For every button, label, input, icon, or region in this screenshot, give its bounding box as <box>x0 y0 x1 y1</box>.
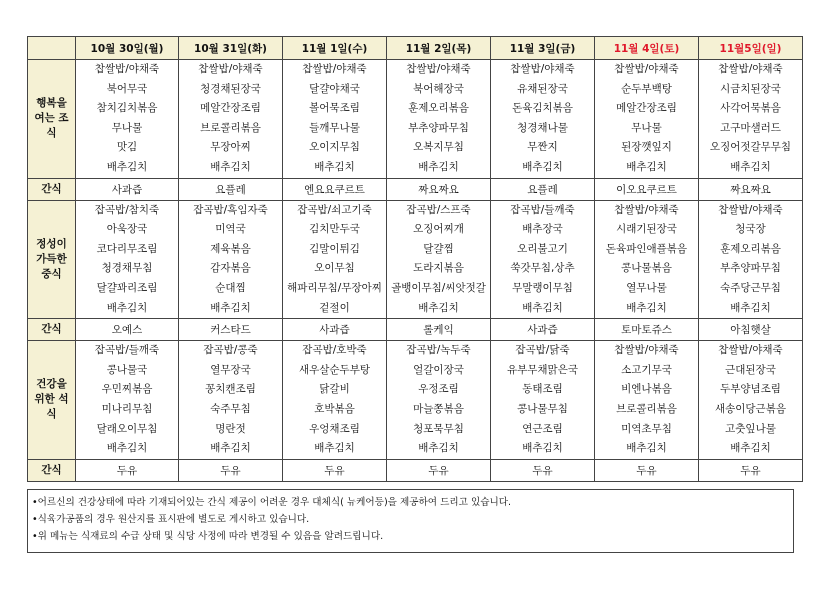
menu-cell <box>491 60 595 179</box>
menu-item: 배추김치 <box>522 442 563 455</box>
meal-label: 행복을 여는 조식 <box>28 60 76 179</box>
menu-cell <box>699 60 803 179</box>
menu-item: 배추김치 <box>418 160 459 173</box>
menu-item: 달래오이무침 <box>96 422 158 435</box>
menu-item: 배추김치 <box>418 442 459 455</box>
meal-label: 간식 <box>28 319 76 341</box>
menu-cell <box>699 341 803 460</box>
meal-label: 간식 <box>28 178 76 200</box>
menu-item: 콩나물볶음 <box>621 262 672 275</box>
menu-item: 오이무침 <box>314 262 355 275</box>
menu-item: 고구마샐러드 <box>720 121 781 134</box>
menu-cell <box>179 60 283 179</box>
day-header-weekend: 11월 4일(토) <box>595 37 699 60</box>
snack1-row <box>28 178 803 200</box>
menu-item: 메알간장조림 <box>616 102 677 115</box>
menu-item: 두부양념조림 <box>720 383 781 396</box>
menu-item: 무장아찌 <box>210 141 251 154</box>
snack-cell: 두유 <box>595 459 699 481</box>
menu-item: 소고기무국 <box>621 363 672 376</box>
menu-item: 닭갈비 <box>319 383 350 396</box>
menu-item: 배추장국 <box>522 223 563 236</box>
notice-line: •어르신의 건강상태에 따라 기재되어있는 간식 제공이 어려운 경우 대체식( 뉴케어등)을 제공하여 드리고 있습니다. <box>32 497 512 508</box>
menu-item: 배추김치 <box>730 160 771 173</box>
menu-item: 김말이튀김 <box>309 242 360 255</box>
menu-item: 청경채무침 <box>101 262 153 275</box>
menu-item: 청경채나물 <box>517 121 568 134</box>
snack2-row <box>28 319 803 341</box>
breakfast-row <box>28 60 803 179</box>
lunch-row <box>28 200 803 319</box>
menu-item: 청국장 <box>735 223 766 236</box>
menu-item: 배추김치 <box>730 301 771 314</box>
menu-item: 배추김치 <box>106 301 148 314</box>
menu-item: 배추김치 <box>314 160 355 173</box>
menu-item: 찹쌀밥/야채죽 <box>510 63 575 75</box>
menu-item: 미역초무침 <box>621 422 672 435</box>
menu-item: 배추김치 <box>106 160 148 173</box>
menu-item: 배추김치 <box>418 301 459 314</box>
day-header: 11월 1일(수) <box>283 37 387 60</box>
menu-item: 숙주무침 <box>210 402 251 415</box>
snack-cell: 두유 <box>76 459 179 481</box>
menu-item: 찹쌀밥/야채죽 <box>614 344 679 357</box>
menu-cell <box>179 341 283 460</box>
snack-cell: 사과즙 <box>491 319 595 341</box>
menu-item: 배추김치 <box>730 442 771 455</box>
menu-item: 찹쌀밥/야채죽 <box>718 203 783 216</box>
notice-line: •위 메뉴는 식재료의 수급 상태 및 식당 사정에 따라 변경될 수 있음을 알려드립니다. <box>32 531 384 542</box>
menu-item: 콩나물무침 <box>517 402 568 415</box>
snack-cell: 요플레 <box>491 178 595 200</box>
day-header: 11월 3일(금) <box>491 37 595 60</box>
menu-cell <box>699 200 803 319</box>
menu-item: 명란젓 <box>215 422 246 435</box>
snack3-row <box>28 459 803 481</box>
menu-cell <box>595 200 699 319</box>
snack-cell: 오예스 <box>76 319 179 341</box>
snack-cell: 짜요짜요 <box>699 178 803 200</box>
menu-cell <box>491 200 595 319</box>
menu-item: 코다리무조림 <box>96 242 158 255</box>
menu-item: 연근조림 <box>522 422 563 435</box>
menu-cell <box>491 341 595 460</box>
menu-item: 고춧잎나물 <box>725 422 776 435</box>
menu-item: 미나리무침 <box>101 402 153 415</box>
menu-item: 김치만두국 <box>309 223 360 236</box>
menu-item: 잡곡밥/흑임자죽 <box>193 203 268 216</box>
menu-item: 무말랭이무침 <box>512 281 573 294</box>
menu-item: 오복지무침 <box>413 141 464 154</box>
menu-cell <box>283 341 387 460</box>
menu-cell <box>179 200 283 319</box>
menu-item: 제육볶음 <box>210 242 251 255</box>
snack-cell: 아침햇살 <box>699 319 803 341</box>
menu-item: 찹쌀밥/야채죽 <box>406 63 471 75</box>
menu-item: 잡곡밥/스프죽 <box>406 203 471 216</box>
menu-item: 근대된장국 <box>725 363 776 376</box>
menu-item: 배추김치 <box>314 442 355 455</box>
menu-item: 잡곡밥/쇠고기죽 <box>297 203 372 216</box>
menu-item: 돈육김치볶음 <box>512 102 573 115</box>
menu-item: 배추김치 <box>522 160 563 173</box>
menu-item: 새우살순두부탕 <box>298 363 370 376</box>
menu-item: 사각어묵볶음 <box>720 102 781 115</box>
snack-cell: 사과즙 <box>283 319 387 341</box>
menu-item: 배추김치 <box>210 301 251 314</box>
meal-label: 간식 <box>28 459 76 481</box>
menu-item: 배추김치 <box>626 160 667 173</box>
header-corner <box>28 37 76 60</box>
menu-item: 찹쌀밥/야채죽 <box>718 344 783 357</box>
menu-item: 유부무채맑은국 <box>506 363 578 376</box>
menu-item: 부추양파무침 <box>720 262 781 275</box>
snack-cell: 두유 <box>179 459 283 481</box>
menu-cell <box>76 341 179 460</box>
menu-item: 브로콜리볶음 <box>616 402 677 415</box>
menu-item: 북어무국 <box>106 82 148 95</box>
menu-item: 메알간장조림 <box>200 102 261 115</box>
menu-item: 쑥갓무침,상추 <box>510 262 575 275</box>
menu-item: 찹쌀밥/야채죽 <box>614 63 679 75</box>
snack-cell: 요플레 <box>179 178 283 200</box>
menu-item: 부추양파무침 <box>408 121 469 134</box>
menu-item: 청포묵무침 <box>413 422 464 435</box>
snack-cell: 롤케익 <box>387 319 491 341</box>
menu-item: 잡곡밥/호박죽 <box>302 344 367 357</box>
menu-item: 배추김치 <box>522 301 563 314</box>
menu-item: 잡곡밥/닭죽 <box>515 344 570 357</box>
menu-cell <box>595 341 699 460</box>
menu-item: 아욱장국 <box>106 223 148 236</box>
menu-item: 훈제오리볶음 <box>720 242 781 255</box>
menu-item: 잡곡밥/참치죽 <box>94 203 160 216</box>
menu-item: 배추김치 <box>626 301 667 314</box>
menu-item: 순두부백탕 <box>621 82 672 95</box>
menu-item: 동태조림 <box>522 383 563 396</box>
menu-item: 찹쌀밥/야채죽 <box>94 63 160 75</box>
menu-cell <box>595 60 699 179</box>
menu-item: 배추김치 <box>210 442 251 455</box>
menu-item: 시금치된장국 <box>720 82 781 95</box>
menu-item: 된장깻잎지 <box>621 141 672 154</box>
menu-item: 청경채된장국 <box>200 82 261 95</box>
menu-item: 골뱅이무침/씨앗젓갈 <box>391 281 486 294</box>
snack-cell: 두유 <box>491 459 595 481</box>
day-header-weekend: 11월5일(일) <box>699 37 803 60</box>
menu-item: 콩나물국 <box>106 363 148 376</box>
menu-item: 비엔나볶음 <box>621 383 672 396</box>
menu-item: 오징어젓갈무무침 <box>709 141 792 154</box>
meal-label: 정성이 가득한 중식 <box>28 200 76 319</box>
snack-cell: 두유 <box>699 459 803 481</box>
menu-item: 열무나물 <box>626 281 667 294</box>
menu-item: 돈육파인애플볶음 <box>605 242 688 255</box>
menu-cell <box>283 200 387 319</box>
snack-cell: 사과즙 <box>76 178 179 200</box>
snack-cell: 토마토쥬스 <box>595 319 699 341</box>
menu-item: 오이지무침 <box>309 141 360 154</box>
menu-item: 잡곡밥/들깨죽 <box>94 344 160 357</box>
snack-cell: 이오요쿠르트 <box>595 178 699 200</box>
snack-cell: 커스타드 <box>179 319 283 341</box>
menu-item: 해파리무침/무장아찌 <box>287 281 382 294</box>
menu-item: 맛김 <box>116 141 138 154</box>
menu-item: 잡곡밥/녹두죽 <box>406 344 471 357</box>
menu-cell <box>76 60 179 179</box>
menu-item: 우민찌볶음 <box>101 383 153 396</box>
menu-item: 달걀꽈리조림 <box>96 281 158 294</box>
menu-item: 배추김치 <box>210 160 251 173</box>
menu-item: 달걀야채국 <box>309 82 360 95</box>
menu-item: 오징어찌개 <box>413 223 464 236</box>
snack-cell: 두유 <box>387 459 491 481</box>
header-row <box>28 37 803 60</box>
menu-item: 우정조림 <box>418 383 459 396</box>
menu-cell <box>387 200 491 319</box>
menu-item: 마늘쫑볶음 <box>413 402 464 415</box>
menu-item: 무짠지 <box>527 141 558 154</box>
menu-item: 새송이당근볶음 <box>714 402 786 415</box>
snack-cell: 엔요요쿠르트 <box>283 178 387 200</box>
menu-item: 무나물 <box>111 121 143 134</box>
meal-label: 건강을 위한 석식 <box>28 341 76 460</box>
menu-item: 달걀찜 <box>423 242 454 255</box>
menu-item: 유채된장국 <box>517 82 568 95</box>
menu-item: 열무장국 <box>210 363 251 376</box>
menu-item: 우엉채조림 <box>309 422 360 435</box>
dinner-row <box>28 341 803 460</box>
menu-item: 브로콜리볶음 <box>200 121 261 134</box>
menu-cell <box>283 60 387 179</box>
menu-item: 배추김치 <box>106 442 148 455</box>
day-header: 11월 2일(목) <box>387 37 491 60</box>
notice-line: •식육가공품의 경우 원산지를 표시판에 별도로 게시하고 있습니다. <box>32 514 310 525</box>
menu-item: 꽁치캔조림 <box>205 383 256 396</box>
menu-cell <box>76 200 179 319</box>
day-header: 10월 30일(월) <box>76 37 179 60</box>
menu-item: 오리불고기 <box>517 242 568 255</box>
menu-item: 얼갈이장국 <box>413 363 464 376</box>
menu-cell <box>387 60 491 179</box>
menu-cell <box>387 341 491 460</box>
menu-item: 찹쌀밥/야채죽 <box>302 63 367 75</box>
day-header: 10월 31일(화) <box>179 37 283 60</box>
menu-item: 미역국 <box>215 223 246 236</box>
menu-item: 훈제오리볶음 <box>408 102 469 115</box>
snack-cell: 짜요짜요 <box>387 178 491 200</box>
menu-item: 찹쌀밥/야채죽 <box>614 203 679 216</box>
snack-cell: 두유 <box>283 459 387 481</box>
menu-item: 볼어묵조림 <box>309 102 360 115</box>
notice-box <box>27 489 794 553</box>
menu-item: 순대찜 <box>215 281 246 294</box>
menu-item: 숙주당근무침 <box>720 281 781 294</box>
menu-item: 참치김치볶음 <box>96 102 158 115</box>
menu-item: 감자볶음 <box>210 262 251 275</box>
menu-item: 북어해장국 <box>413 82 464 95</box>
weekly-menu-table <box>27 36 803 482</box>
menu-item: 배추김치 <box>626 442 667 455</box>
menu-item: 찹쌀밥/야채죽 <box>718 63 783 75</box>
menu-item: 겉절이 <box>319 301 350 314</box>
menu-item: 무나물 <box>631 121 662 134</box>
menu-item: 도라지볶음 <box>413 262 464 275</box>
menu-item: 잡곡밥/들깨죽 <box>510 203 575 216</box>
menu-item: 잡곡밥/콩죽 <box>203 344 258 357</box>
menu-item: 들깨무나물 <box>309 121 360 134</box>
menu-item: 시래기된장국 <box>616 223 677 236</box>
menu-item: 호박볶음 <box>314 402 355 415</box>
menu-item: 찹쌀밥/야채죽 <box>198 63 263 75</box>
